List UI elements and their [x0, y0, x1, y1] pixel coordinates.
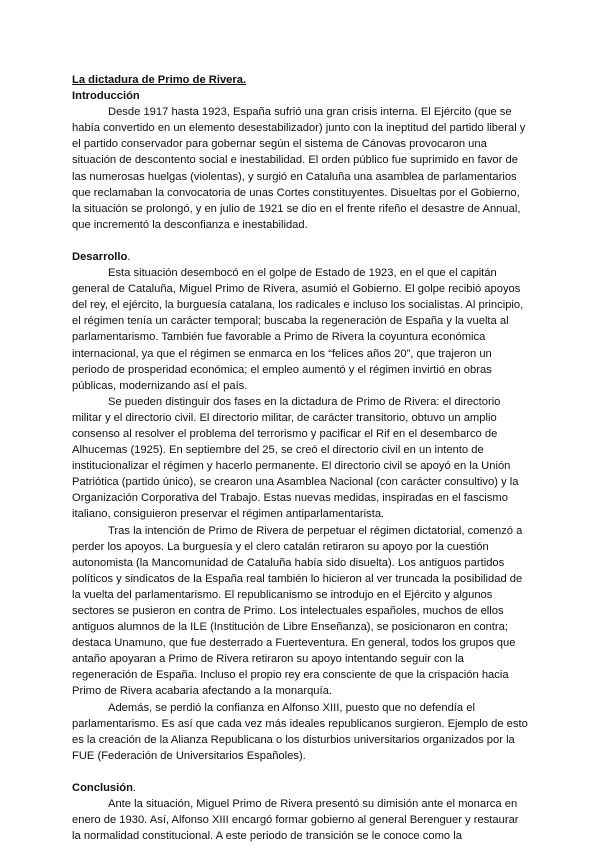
paragraph-desarrollo-2: Se pueden distinguir dos fases en la dictadura de Primo de Rivera: el directorio militar y el directorio civil. El directorio militar, de carácter transitorio, obtuvo un amplio consenso al resolver el problema del terrorismo y pacificar el Rif en el desembarco de Alhucemas (1925). En septiembre del 25, se creó el directorio civil en un intento de institucionalizar el régimen y hacerlo permanente. El directorio civil se apoyó en la Unión Patriótica (partido único), se crearon una Asamblea Nacional (con carácter consultivo) y la Organización Corporativa del Trabajo. Estas nuevas medidas, inspiradas en el fascismo italiano, consiguieron preservar el régimen antiparlamentarista.	[72, 395, 519, 521]
section-heading-desarrollo-label: Desarrollo	[72, 250, 128, 263]
document-title: La dictadura de Primo de Rivera.	[72, 74, 247, 86]
section-heading-introduccion: Introducción	[72, 90, 140, 103]
section-spacer	[72, 233, 530, 249]
section-spacer	[72, 764, 530, 780]
section-heading-conclusion	[72, 780, 530, 796]
section-heading-desarrollo	[72, 249, 530, 265]
paragraph-conclusion-1: Ante la situación, Miguel Primo de Rivera presentó su dimisión ante el monarca en enero de 1930. Así, Alfonso XIII encargó formar gobierno al general Berenguer y restaurar la normalidad constitucional. A este periodo de transición se le conoce como la	[72, 798, 519, 843]
paragraph-desarrollo-1: Esta situación desembocó en el golpe de Estado de 1923, en el que el capitán general de Cataluña, Miguel Primo de Rivera, asumió el Gobierno. El golpe recibió apoyos del rey, el ejército, la burguesía catalana, los radicales e incluso los socialistas. Al principio, el régimen tenía un carácter temporal; buscaba la regeneración de España y la vuelta al parlamentarismo. También fue favorable a Primo de Rivera la coyuntura económica internacional, ya que el régimen se enmarca en los “felices años 20”, que trajeron un periodo de prosperidad económica; el empleo aumentó y el régimen invirtió en obras públicas, modernizando así el país.	[72, 267, 524, 392]
section-heading-desarrollo-trail: .	[127, 250, 131, 263]
paragraph-desarrollo-3: Tras la intención de Primo de Rivera de perpetuar el régimen dictatorial, comenzó a perder los apoyos. La burguesía y el clero catalán retiraron su apoyo por la cuestión autonomista (la Mancomunidad de Cataluña había sido disuelta). Los antiguos partidos políticos y sindicatos de la España real también lo hicieron al ver truncada la posibilidad de la vuelta del parlamentarismo. El republicanismo se introdujo en el Ejército y algunos sectores se pusieron en contra de Primo. Los intelectuales españoles, muchos de ellos antiguos alumnos de la ILE (Institución de Libre Enseñanza), se posicionaron en contra; destaca Unamuno, que fue desterrado a Fuerteventura. En general, todos los grupos que antaño apoyaran a Primo de Rivera retiraron su apoyo intentando seguir con la regeneración de España. Incluso el propio rey era consciente de que la crispación hacia Primo de Rivera acabaría afectando a la monarquía.	[72, 524, 523, 698]
paragraph-introduccion-1: Desde 1917 hasta 1923, España sufrió una gran crisis interna. El Ejército (que se había convertido en un elemento desestabilizador) junto con la ineptitud del partido liberal y el partido conservador para gobernar según el sistema de Cánovas provocaron una situación de descontento social e inestabilidad. El orden público fue suprimido en favor de las numerosas huelgas (violentas), y surgió en Cataluña una asamblea de parlamentarios que reclamaban la convocatoria de unas Cortes constituyentes. Disueltas por el Gobierno, la situación se prolongó, y en julio de 1921 se dio en el frente rifeño el desastre de Annual, que incrementó la desconfianza e inestabilidad.	[72, 106, 526, 231]
section-heading-conclusion-label: Conclusión	[72, 781, 133, 794]
section-heading-conclusion-trail: .	[132, 781, 137, 794]
document-page	[72, 72, 530, 844]
paragraph-desarrollo-4: Además, se perdió la confianza en Alfonso XIII, puesto que no defendía el parlamentarismo. Es así que cada vez más ideales republicanos surgieron. Ejemplo de esto es la creación de la Alianza Republicana o los disturbios universitarios organizados por la FUE (Federación de Universitarios Españoles).	[72, 701, 528, 762]
